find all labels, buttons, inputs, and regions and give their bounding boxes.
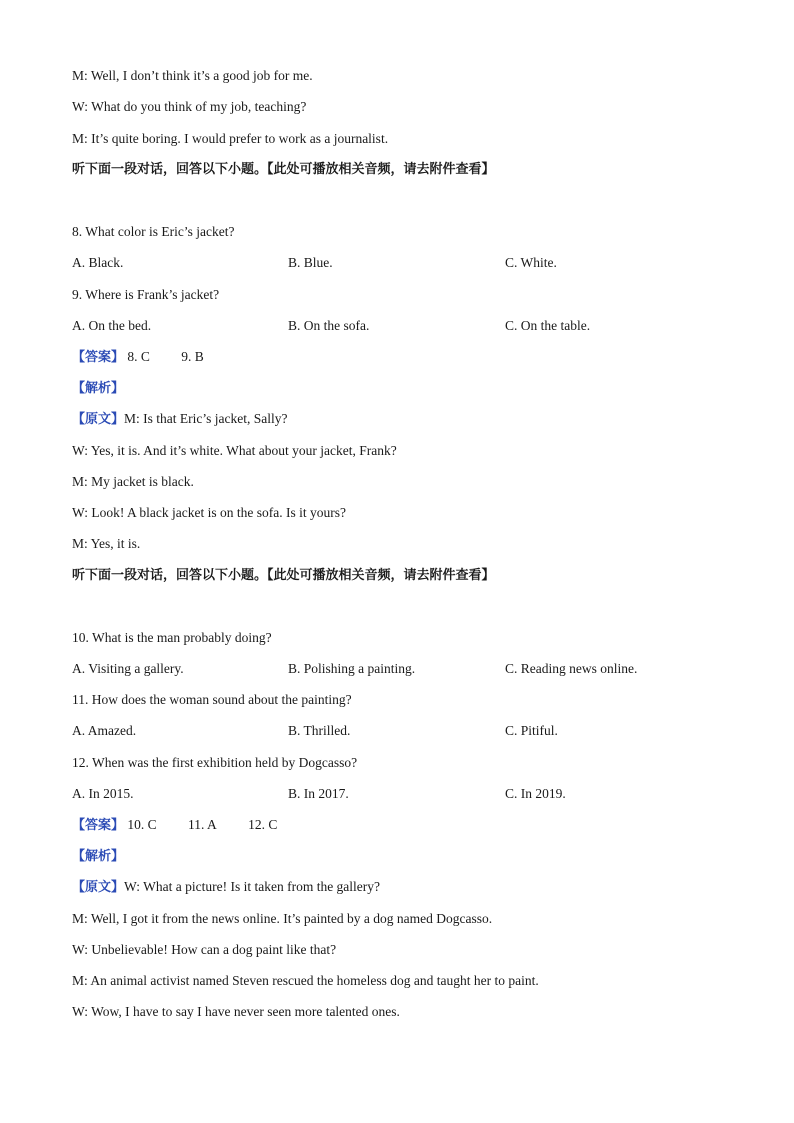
- q11-option-a: A. Amazed.: [72, 723, 137, 738]
- answer-item: 12. C: [248, 817, 278, 832]
- analysis-tag: 【解析】: [72, 849, 125, 864]
- transcript-first-line: [72, 878, 380, 897]
- q10-option-b: B. Polishing a painting.: [288, 661, 416, 676]
- listening-instruction: 听下面一段对话，回答以下小题。【此处可播放相关音频，请去附件查看】: [72, 568, 495, 583]
- analysis-line: [72, 847, 124, 866]
- transcript-line: M: An animal activist named Steven rescued the homeless dog and taught her to paint.: [72, 973, 539, 988]
- transcript-line: W: Wow, I have to say I have never seen more talented ones.: [72, 1004, 400, 1019]
- q9-option-a: A. On the bed.: [72, 318, 152, 333]
- dialogue-line: M: It’s quite boring. I would prefer to work as a journalist.: [72, 131, 389, 146]
- question-11: 11. How does the woman sound about the painting?: [72, 692, 352, 707]
- answer-line: [72, 348, 232, 367]
- transcript-text: W: What a picture! Is it taken from the gallery?: [124, 879, 381, 894]
- answer-item: 11. A: [188, 817, 217, 832]
- q11-option-c: C. Pitiful.: [505, 723, 558, 738]
- q9-option-c: C. On the table.: [505, 318, 591, 333]
- q10-option-c: C. Reading news online.: [505, 661, 638, 676]
- q11-option-b: B. Thrilled.: [288, 723, 351, 738]
- transcript-line: M: Yes, it is.: [72, 536, 141, 551]
- transcript-tag: 【原文】: [72, 880, 125, 895]
- q12-option-a: A. In 2015.: [72, 786, 134, 801]
- transcript-line: W: Yes, it is. And it’s white. What about your jacket, Frank?: [72, 443, 397, 458]
- transcript-text: M: Is that Eric’s jacket, Sally?: [124, 411, 288, 426]
- question-9: 9. Where is Frank’s jacket?: [72, 287, 220, 302]
- transcript-line: W: Unbelievable! How can a dog paint like that?: [72, 942, 337, 957]
- answer-item: 9. B: [181, 349, 204, 364]
- answer-line: [72, 816, 305, 835]
- q8-option-c: C. White.: [505, 255, 557, 270]
- analysis-tag: 【解析】: [72, 381, 125, 396]
- answer-item: 8. C: [127, 349, 150, 364]
- q12-option-c: C. In 2019.: [505, 786, 566, 801]
- transcript-line: W: Look! A black jacket is on the sofa. Is it yours?: [72, 505, 346, 520]
- q10-option-a: A. Visiting a gallery.: [72, 661, 184, 676]
- dialogue-line: M: Well, I don’t think it’s a good job for me.: [72, 68, 313, 83]
- question-10: 10. What is the man probably doing?: [72, 630, 272, 645]
- q9-option-b: B. On the sofa.: [288, 318, 370, 333]
- answer-item: 10. C: [127, 817, 157, 832]
- q12-option-b: B. In 2017.: [288, 786, 349, 801]
- transcript-tag: 【原文】: [72, 412, 125, 427]
- answer-tag: 【答案】: [72, 350, 125, 365]
- analysis-line: [72, 379, 124, 398]
- dialogue-line: W: What do you think of my job, teaching?: [72, 99, 307, 114]
- transcript-line: M: Well, I got it from the news online. It’s painted by a dog named Dogcasso.: [72, 911, 493, 926]
- q8-option-b: B. Blue.: [288, 255, 333, 270]
- answer-tag: 【答案】: [72, 818, 125, 833]
- transcript-first-line: [72, 410, 287, 429]
- listening-instruction: 听下面一段对话，回答以下小题。【此处可播放相关音频，请去附件查看】: [72, 162, 495, 177]
- q8-option-a: A. Black.: [72, 255, 124, 270]
- question-12: 12. When was the first exhibition held by Dogcasso?: [72, 755, 358, 770]
- question-8: 8. What color is Eric’s jacket?: [72, 224, 235, 239]
- transcript-line: M: My jacket is black.: [72, 474, 194, 489]
